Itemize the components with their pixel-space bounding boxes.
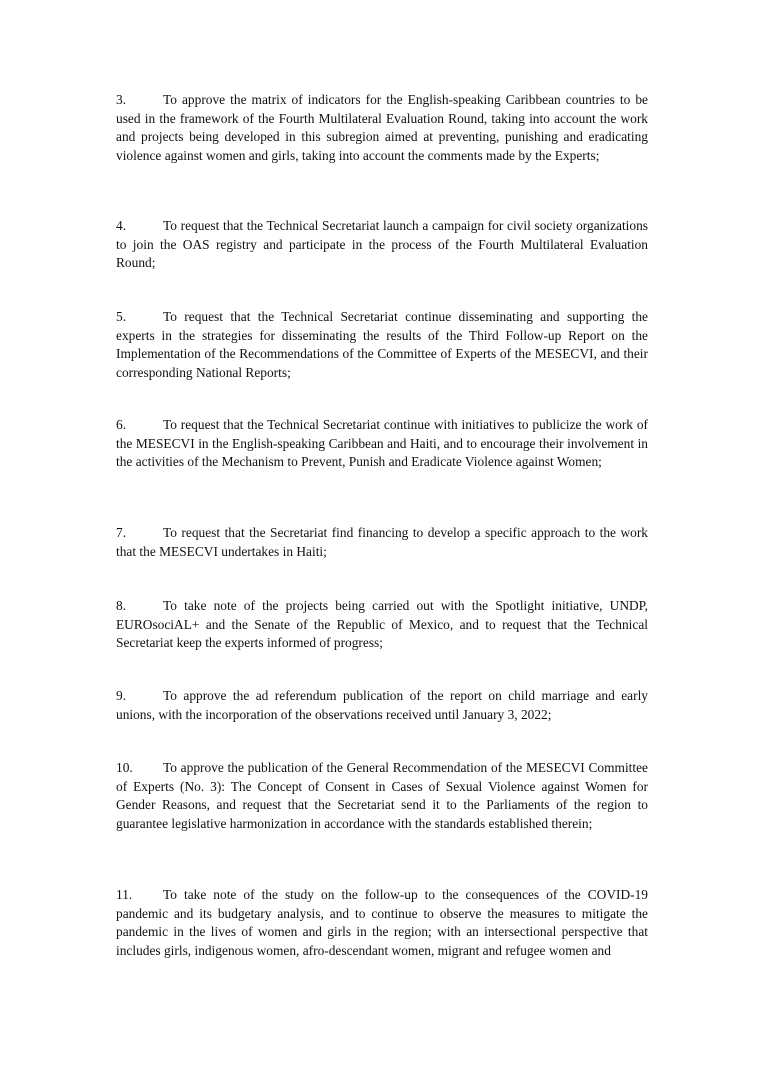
paragraph-number: 10. [116, 760, 133, 775]
paragraph-10 [116, 759, 648, 833]
paragraph-8 [116, 597, 648, 653]
paragraph-number: 5. [116, 309, 127, 324]
paragraph-4 [116, 217, 648, 273]
paragraph-text: To request that the Secretariat find financing to develop a specific approach to the work that the MESECVI undertakes in Haiti; [116, 525, 648, 559]
paragraph-text: To request that the Technical Secretariat continue disseminating and supporting the experts in the strategies for disseminating the results of the Third Follow-up Report on the Implementation of the Recommendations of the Committee of Experts of the MESECVI, and their corresponding National Reports; [116, 309, 648, 380]
paragraph-11 [116, 886, 648, 960]
paragraph-text: To request that the Technical Secretariat continue with initiatives to publicize the work of the MESECVI in the English-speaking Caribbean and Haiti, and to encourage their involvement in the activities of the Mechanism to Prevent, Punish and Eradicate Violence against Women; [116, 417, 648, 470]
paragraph-number: 9. [116, 688, 127, 703]
paragraph-text: To take note of the projects being carried out with the Spotlight initiative, UNDP, EUROsociAL+ and the Senate of the Republic of Mexico, and to request that the Technical Secretariat keep the experts informed of progress; [116, 598, 648, 651]
paragraph-5 [116, 308, 648, 382]
paragraph-text: To take note of the study on the follow-up to the consequences of the COVID-19 pandemic and its budgetary analysis, and to continue to observe the measures to mitigate the pandemic in the lives of women and girls in the region; with an intersectional perspective that includes girls, indigenous women, afro-descendant women, migrant and refugee women and [116, 887, 648, 958]
paragraph-text: To approve the ad referendum publication of the report on child marriage and early unions, with the incorporation of the observations received until January 3, 2022; [116, 688, 648, 722]
paragraph-3 [116, 91, 648, 165]
paragraph-7 [116, 524, 648, 561]
paragraph-number: 3. [116, 92, 127, 107]
paragraph-9 [116, 687, 648, 724]
paragraph-number: 8. [116, 598, 127, 613]
paragraph-text: To approve the publication of the General Recommendation of the MESECVI Committee of Experts (No. 3): The Concept of Consent in Cases of Sexual Violence against Women for Gender Reasons, and request that the Secretariat send it to the Parliaments of the region to guarantee legislative harmonization in accordance with the standards established therein; [116, 760, 648, 831]
paragraph-number: 6. [116, 417, 127, 432]
paragraph-number: 7. [116, 525, 127, 540]
paragraph-number: 11. [116, 887, 133, 902]
paragraph-6 [116, 416, 648, 472]
paragraph-text: To approve the matrix of indicators for the English-speaking Caribbean countries to be used in the framework of the Fourth Multilateral Evaluation Round, taking into account the work and projects being developed in this subregion aimed at preventing, punishing and eradicating violence against women and girls, taking into account the comments made by the Experts; [116, 92, 648, 163]
paragraph-number: 4. [116, 218, 127, 233]
paragraph-text: To request that the Technical Secretariat launch a campaign for civil society organizations to join the OAS registry and participate in the process of the Fourth Multilateral Evaluation Round; [116, 218, 648, 271]
